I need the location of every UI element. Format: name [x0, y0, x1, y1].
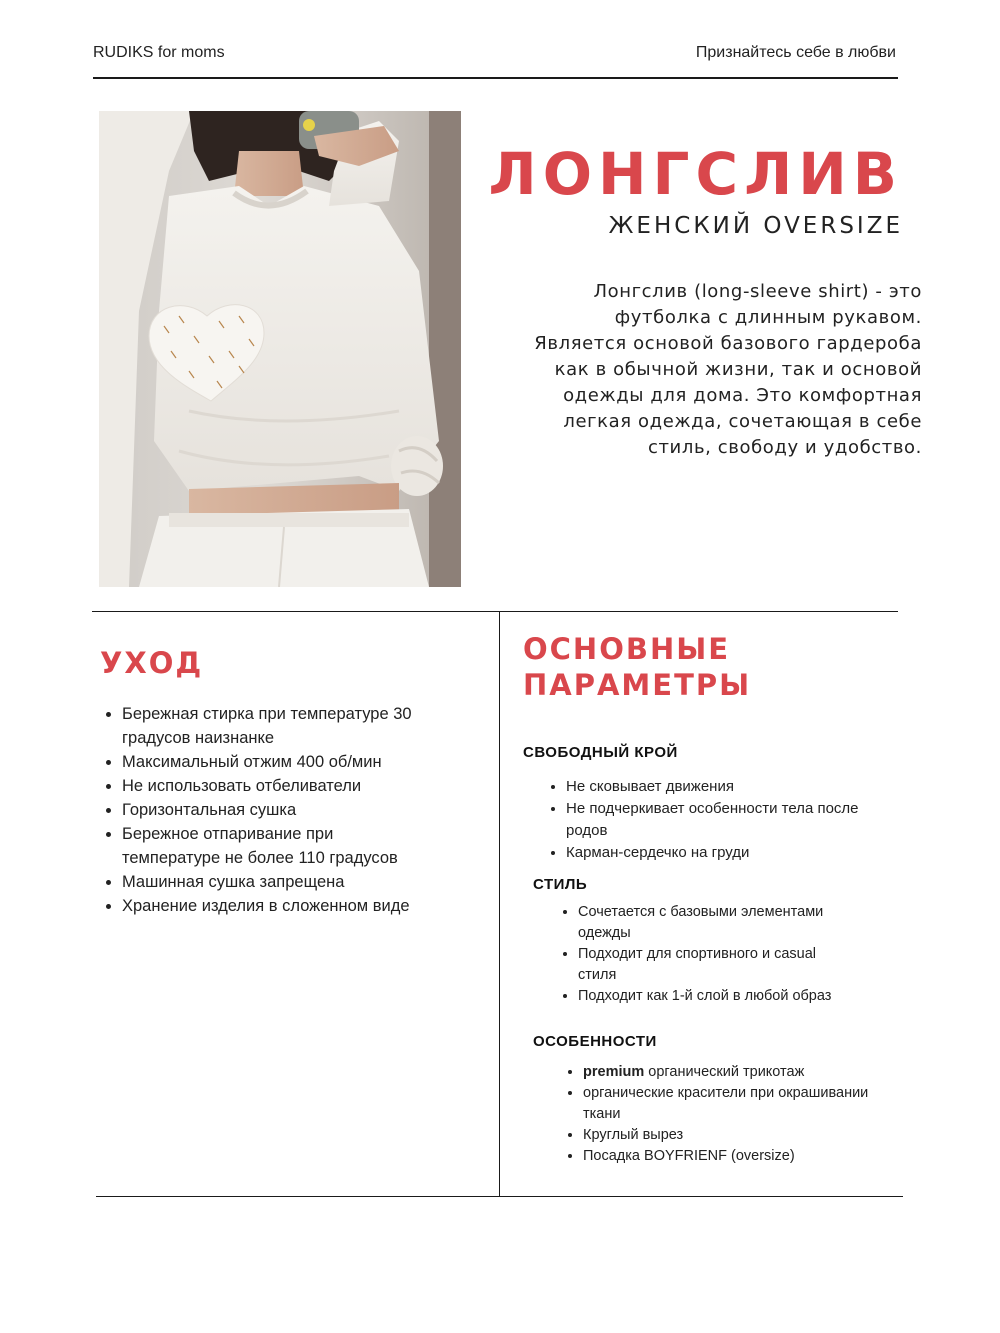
- params-heading-line1: ОСНОВНЫЕ: [523, 632, 731, 666]
- list-item: • органические красители при окрашивании ткани: [583, 1083, 883, 1125]
- features-heading: ОСОБЕННОСТИ: [533, 1033, 657, 1050]
- section-divider-top: [92, 611, 898, 612]
- list-item: • Бережная стирка при температуре 30 градусов наизнанке: [122, 702, 422, 750]
- features-list: [563, 1062, 883, 1167]
- params-heading-line2: ПАРАМЕТРЫ: [523, 668, 752, 702]
- premium-label: premium: [583, 1064, 645, 1080]
- premium-rest: органический трикотаж: [644, 1064, 805, 1080]
- list-item: • Не подчеркивает особенности тела после родов: [566, 798, 866, 842]
- brand-name: RUDIKS for moms: [93, 44, 225, 61]
- care-heading: УХОД: [100, 646, 204, 680]
- list-item: • Горизонтальная сушка: [122, 798, 422, 822]
- list-item: • Круглый вырез: [583, 1125, 883, 1146]
- style-list: [558, 902, 848, 1007]
- list-item: [583, 1062, 883, 1083]
- care-list: [100, 702, 422, 918]
- list-item: • Максимальный отжим 400 об/мин: [122, 750, 422, 774]
- list-item: • Посадка BOYFRIENF (oversize): [583, 1146, 883, 1167]
- header-slogan: Признайтесь себе в любви: [695, 44, 896, 61]
- list-item: • Подходит для спортивного и casual стиля: [578, 944, 848, 986]
- section-divider-bottom: [96, 1196, 903, 1197]
- style-heading: СТИЛЬ: [533, 876, 588, 893]
- list-item: • Машинная сушка запрещена: [122, 870, 422, 894]
- cut-list: [546, 776, 866, 864]
- list-item: • Хранение изделия в сложенном виде: [122, 894, 422, 918]
- cut-heading: СВОБОДНЫЙ КРОЙ: [523, 744, 678, 761]
- product-description: Лонгслив (long-sleeve shirt) - это футболка с длинным рукавом. Является основой базового гардероба как в обычной жизни, так и основой одежды для дома. Это комфортная легкая одежда, сочетающая в себе стиль, свободу и удобство.: [534, 281, 922, 458]
- column-divider: [499, 611, 500, 1197]
- header-divider: [93, 77, 898, 79]
- list-item: • Бережное отпаривание при температуре не более 110 градусов: [122, 822, 422, 870]
- list-item: • Подходит как 1-й слой в любой образ: [578, 986, 848, 1007]
- product-photo: [99, 111, 461, 587]
- list-item: • Сочетается с базовыми элементами одежды: [578, 902, 848, 944]
- product-title: ЛОНГСЛИВ: [488, 140, 903, 208]
- product-subtitle: ЖЕНСКИЙ OVERSIZE: [608, 213, 903, 239]
- list-item: • Карман-сердечко на груди: [566, 842, 866, 864]
- list-item: • Не сковывает движения: [566, 776, 866, 798]
- list-item: • Не использовать отбеливатели: [122, 774, 422, 798]
- params-heading: [523, 631, 751, 703]
